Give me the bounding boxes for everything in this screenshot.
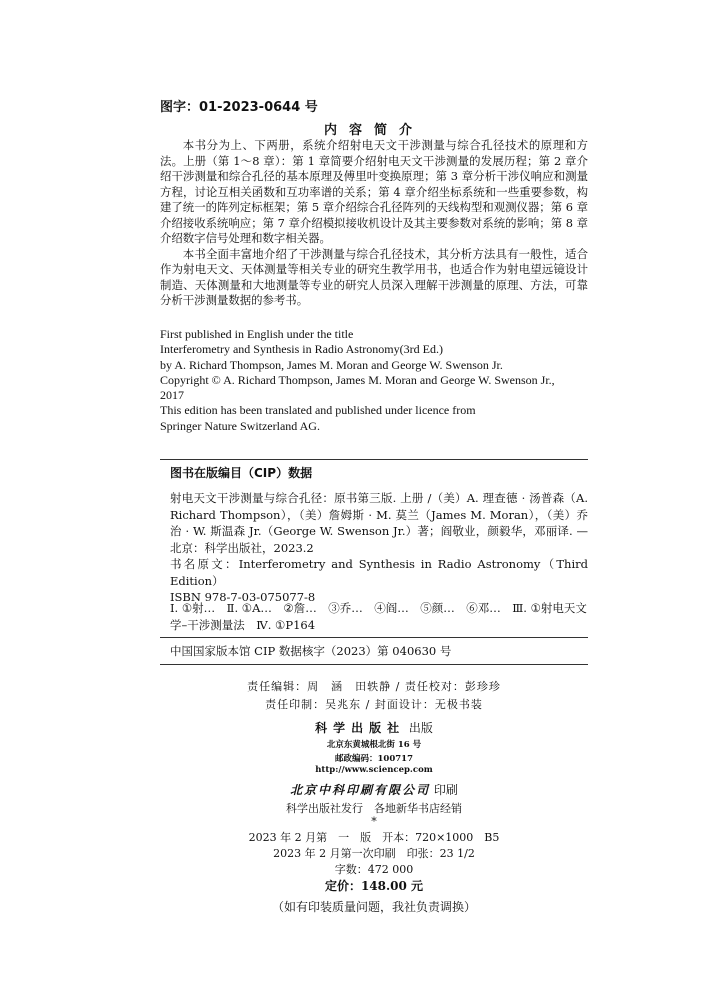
cip-original-title: 书名原文：Interferometry and Synthesis in Radio Astronomy（Third Edition） xyxy=(170,557,588,588)
english-line: First published in English under the title xyxy=(160,327,354,341)
cip-classification: Ⅰ. ①射… Ⅱ. ①A… ②詹… ③乔… ④阎… ⑤颜… ⑥邓… Ⅲ. ①射电天文学–干涉测量法 Ⅳ. ①P164 xyxy=(170,601,587,632)
english-line: Interferometry and Synthesis in Radio Astronomy(3rd Ed.) xyxy=(160,342,443,357)
cip-heading: 图书在版编目（CIP）数据 xyxy=(170,466,313,480)
distribution-line: 科学出版社发行 各地新华书店经销 xyxy=(286,802,462,815)
editors-line: 责任编辑：周 涵 田轶静 / 责任校对：彭珍珍 xyxy=(247,680,501,693)
cip-record-number: 中国国家版本馆 CIP 数据核字（2023）第 040630 号 xyxy=(170,644,452,658)
cip-entry xyxy=(170,490,588,606)
cip-mid-divider xyxy=(160,637,588,638)
print-design-line: 责任印制：吴兆东 / 封面设计：无极书装 xyxy=(265,698,483,711)
registration-number: 图字：01-2023-0644 号 xyxy=(160,100,318,115)
publisher-line xyxy=(160,719,588,736)
quality-notice: （如有印装质量问题，我社负责调换） xyxy=(271,900,476,914)
english-copyright xyxy=(160,327,590,434)
intro-paragraph-1: 本书分为上、下两册，系统介绍射电天文干涉测量与综合孔径技术的原理和方法。上册（第 1～8 章）：第 1 章简要介绍射电天文干涉测量的发展历程；第 2 章介绍干涉测量和综合孔径的基本原理及傅里叶变换原理；第 3 章分析干涉仪响应和测量方程，讨论互相关函数和互功率谱的关系；第 4 章介绍坐标系统和一些重要参数，构建了统一的阵列定标框架；第 5 章介绍综合孔径阵列的天线构型和观测仪器；第 6 章介绍接收系统响应；第 7 章介绍模拟接收机设计及其主要参数对系统的影响；第 8 章介绍数字信号处理和数字相关器。 xyxy=(160,138,588,245)
english-line: Springer Nature Switzerland AG. xyxy=(160,418,320,433)
price: 定价：148.00 元 xyxy=(324,879,424,893)
intro-text xyxy=(160,138,588,309)
cip-bottom-divider xyxy=(160,664,588,665)
intro-paragraph-2: 本书全面丰富地介绍了干涉测量与综合孔径技术，其分析方法具有一般性，适合作为射电天文、天体测量等相关专业的研究生教学用书，也适合作为射电望远镜设计制造、天体测量和大地测量等专业的研究人员深入理解干涉测量的原理、方法，可靠分析干涉测量数据的参考书。 xyxy=(160,246,588,307)
publisher-logo-text: 科学出版社 xyxy=(315,721,406,735)
cip-top-divider xyxy=(160,459,588,460)
publisher-suffix: 出版 xyxy=(408,721,433,735)
edition-line: 2023 年 2 月第 一 版 开本：720×1000 B5 xyxy=(248,831,500,844)
english-line: This edition has been translated and published under licence from xyxy=(160,403,476,418)
publisher-postcode: 邮政编码：100717 xyxy=(335,754,413,764)
cip-isbn: ISBN 978-7-03-075077-8 xyxy=(170,590,316,604)
printing-line: 2023 年 2 月第一次印刷 印张：23 1/2 xyxy=(273,847,475,860)
printer-line xyxy=(160,781,588,798)
publisher-website: http://www.sciencep.com xyxy=(315,765,433,775)
english-line: Copyright © A. Richard Thompson, James M. Moran and George W. Swenson Jr., xyxy=(160,372,555,387)
word-count: 字数：472 000 xyxy=(334,863,414,876)
separator-star: * xyxy=(371,815,377,828)
cip-main-entry: 射电天文干涉测量与综合孔径：原书第三版. 上册 /（美）A. 理查德 · 汤普森（A. Richard Thompson），（美）詹姆斯 · M. 莫兰（James M. Moran），（美）乔治 · W. 斯温森 Jr.（George W. Swenson Jr.）著；阎敬业，颜毅华，邓丽译. —北京：科学出版社，2023.2 xyxy=(170,491,588,555)
intro-title: 内容简介 xyxy=(323,123,424,138)
printer-logo-text: 北京中科印刷有限公司 xyxy=(290,783,431,797)
english-line: by A. Richard Thompson, James M. Moran and George W. Swenson Jr. xyxy=(160,357,503,372)
publisher-address: 北京东黄城根北街 16 号 xyxy=(326,740,422,750)
english-line: 2017 xyxy=(160,388,184,403)
printer-suffix: 印刷 xyxy=(433,783,458,797)
